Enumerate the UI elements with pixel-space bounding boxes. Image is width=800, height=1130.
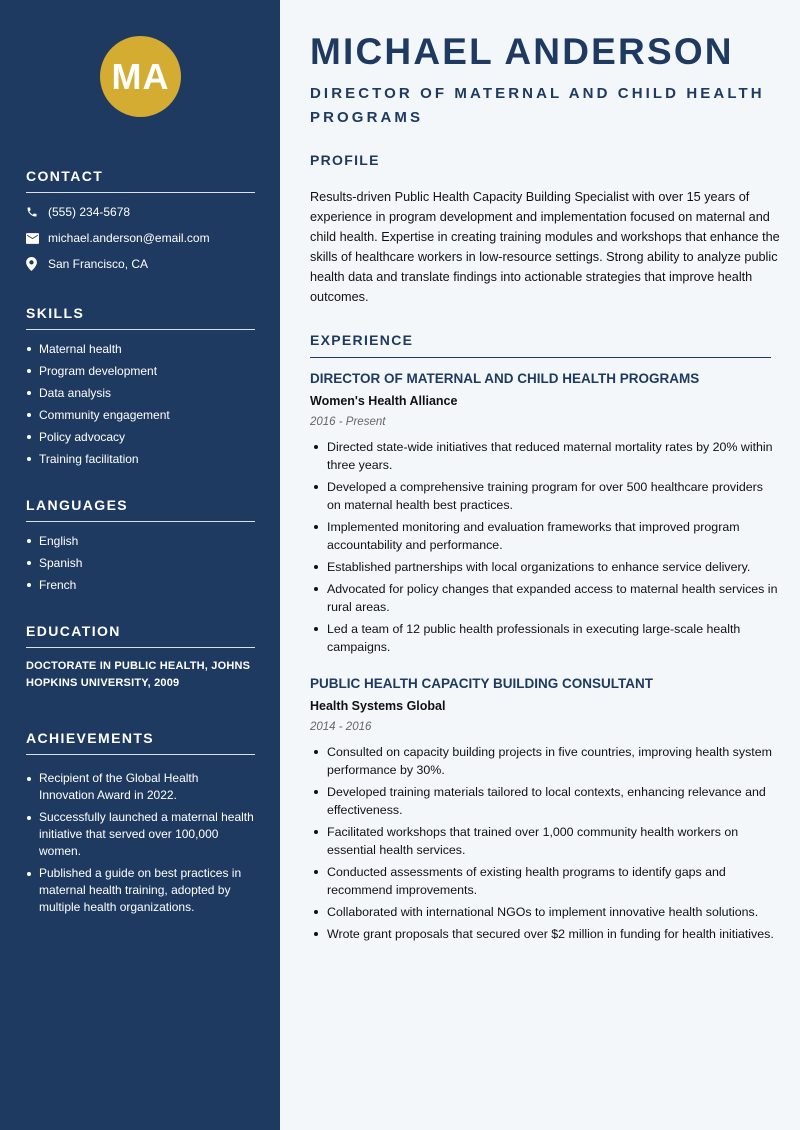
job-bullet: Collaborated with international NGOs to implement innovative health solutions. bbox=[310, 903, 780, 921]
job-organization: Health Systems Global bbox=[310, 699, 446, 713]
location-pin-icon bbox=[26, 257, 48, 271]
language-item: English bbox=[26, 530, 255, 552]
languages-section bbox=[26, 497, 255, 596]
contact-section bbox=[26, 168, 255, 277]
skill-item: Policy advocacy bbox=[26, 426, 255, 448]
candidate-title: DIRECTOR OF MATERNAL AND CHILD HEALTH PROGRAMS bbox=[310, 85, 765, 126]
job-bullet: Implemented monitoring and evaluation frameworks that improved program accountability and performance. bbox=[310, 518, 780, 554]
contact-heading: CONTACT bbox=[26, 168, 255, 193]
mail-icon bbox=[26, 233, 48, 244]
skills-list bbox=[26, 338, 255, 470]
job-title: PUBLIC HEALTH CAPACITY BUILDING CONSULTANT bbox=[310, 676, 653, 691]
job-title: DIRECTOR OF MATERNAL AND CHILD HEALTH PROGRAMS bbox=[310, 371, 700, 386]
sidebar bbox=[0, 0, 280, 1130]
skill-item: Training facilitation bbox=[26, 448, 255, 470]
profile-text: Results-driven Public Health Capacity Building Specialist with over 15 years of experience in program development and implementation focused on maternal and child health. Expertise in creating training modules and workshops that enhance the skills of healthcare workers in low-resource settings. Strong ability to analyze public health data and translate findings into actionable strategies that improve health outcomes. bbox=[310, 190, 780, 304]
job-bullets bbox=[310, 438, 780, 656]
job-bullet: Facilitated workshops that trained over 1,000 community health workers on essential health services. bbox=[310, 823, 780, 859]
achievement-item: Published a guide on best practices in maternal health training, adopted by multiple health organizations. bbox=[26, 865, 255, 916]
skill-item: Community engagement bbox=[26, 404, 255, 426]
job-bullet: Established partnerships with local organizations to enhance service delivery. bbox=[310, 558, 780, 576]
phone-icon bbox=[26, 206, 48, 218]
education-heading: EDUCATION bbox=[26, 623, 255, 648]
experience-heading: EXPERIENCE bbox=[310, 332, 771, 358]
skills-heading: SKILLS bbox=[26, 305, 255, 330]
languages-list bbox=[26, 530, 255, 596]
email-text: michael.anderson@email.com bbox=[48, 231, 210, 245]
contact-email[interactable] bbox=[26, 225, 255, 251]
profile-heading: PROFILE bbox=[310, 152, 380, 168]
skill-item: Maternal health bbox=[26, 338, 255, 360]
job-bullet: Developed a comprehensive training program for over 500 healthcare providers on maternal health best practices. bbox=[310, 478, 780, 514]
skill-item: Data analysis bbox=[26, 382, 255, 404]
job-bullet: Consulted on capacity building projects in five countries, improving health system performance by 30%. bbox=[310, 743, 780, 779]
job-bullets bbox=[310, 743, 780, 943]
education-section bbox=[26, 623, 255, 692]
candidate-name: MICHAEL ANDERSON bbox=[310, 31, 734, 72]
job-entry bbox=[310, 371, 780, 660]
job-bullet: Developed training materials tailored to local contexts, enhancing relevance and effectiveness. bbox=[310, 783, 780, 819]
job-bullet: Wrote grant proposals that secured over $2 million in funding for health initiatives. bbox=[310, 925, 780, 943]
achievements-section bbox=[26, 730, 255, 921]
job-bullet: Directed state-wide initiatives that reduced maternal mortality rates by 20% within three years. bbox=[310, 438, 780, 474]
achievement-item: Recipient of the Global Health Innovation Award in 2022. bbox=[26, 770, 255, 804]
contact-phone[interactable] bbox=[26, 199, 255, 225]
job-bullet: Advocated for policy changes that expanded access to maternal health services in rural areas. bbox=[310, 580, 780, 616]
language-item: French bbox=[26, 574, 255, 596]
achievement-item: Successfully launched a maternal health initiative that served over 100,000 women. bbox=[26, 809, 255, 860]
job-dates: 2014 - 2016 bbox=[310, 721, 372, 733]
achievements-list bbox=[26, 770, 255, 916]
job-organization: Women's Health Alliance bbox=[310, 394, 458, 408]
avatar: MA bbox=[100, 36, 181, 117]
languages-heading: LANGUAGES bbox=[26, 497, 255, 522]
achievements-heading: ACHIEVEMENTS bbox=[26, 730, 255, 755]
job-dates: 2016 - Present bbox=[310, 416, 386, 428]
phone-text: (555) 234-5678 bbox=[48, 205, 131, 219]
contact-location bbox=[26, 251, 255, 277]
education-entry: DOCTORATE IN PUBLIC HEALTH, JOHNS HOPKINS UNIVERSITY, 2009 bbox=[26, 660, 251, 689]
language-item: Spanish bbox=[26, 552, 255, 574]
skill-item: Program development bbox=[26, 360, 255, 382]
job-bullet: Conducted assessments of existing health programs to identify gaps and recommend improvements. bbox=[310, 863, 780, 899]
skills-section bbox=[26, 305, 255, 470]
job-entry bbox=[310, 676, 780, 947]
job-bullet: Led a team of 12 public health professionals in executing large-scale health campaigns. bbox=[310, 620, 780, 656]
location-text: San Francisco, CA bbox=[48, 257, 149, 271]
